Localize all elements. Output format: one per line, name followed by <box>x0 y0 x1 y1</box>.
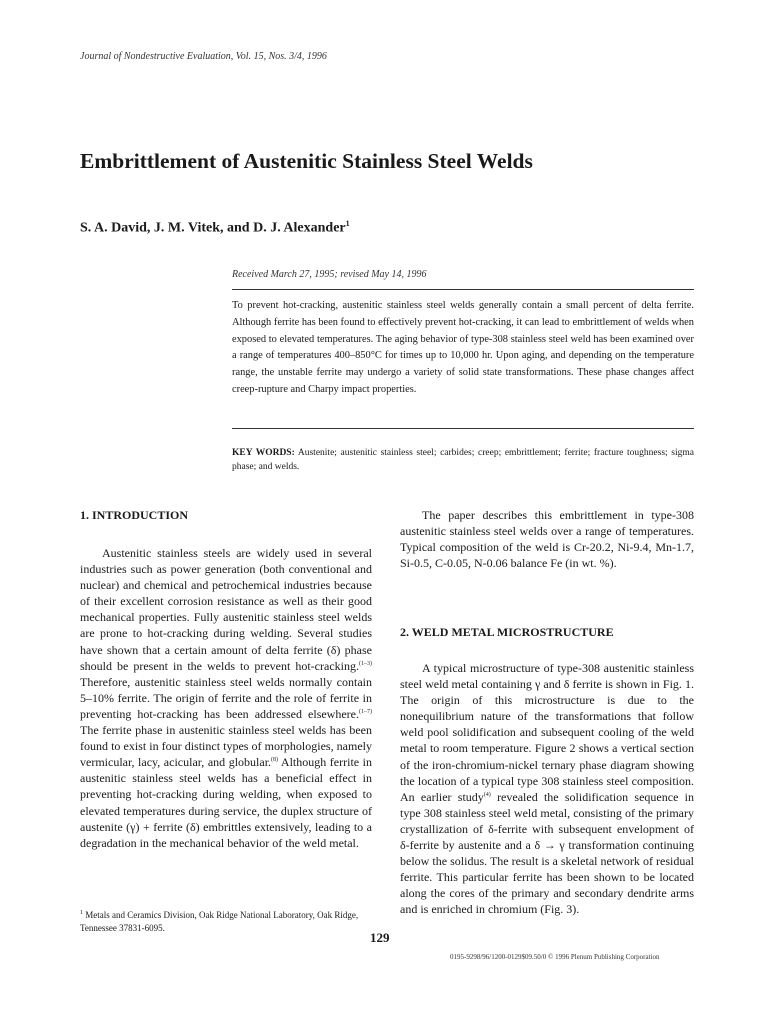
abstract: To prevent hot-cracking, austenitic stainless steel welds generally contain a small percent of delta ferrite. Although ferrite has been found to effectively prevent hot-cracking, it can lead to embrittlement of welds when exposed to elevated temperatures. The aging behavior of type-308 stainless steel weld has been examined over a range of temperatures 400–850°C for times up to 10,000 hr. Upon aging, and depending on the temperature range, the unstable ferrite may undergo a variety of solid state transformations. These phase changes affect creep-rupture and Charpy impact properties. <box>232 300 694 395</box>
introduction-paragraph <box>80 545 372 851</box>
key-words <box>232 446 694 474</box>
abstract-bottom-rule <box>232 428 694 429</box>
section-heading-weld-metal: 2. WELD METAL MICROSTRUCTURE <box>400 625 614 639</box>
weld-metal-body <box>400 660 694 918</box>
author-line <box>80 219 350 237</box>
right-column-intro <box>400 507 694 571</box>
weld-metal-paragraph <box>400 660 694 918</box>
key-words-label: KEY WORDS: <box>232 448 295 458</box>
introduction-body <box>80 545 372 851</box>
text-run: A typical microstructure of type-308 austenitic stainless steel weld metal containing γ and δ ferrite is shown in Fig. 1. The origin of this microstructure is due to the nonequilibrium nature of the transformations that follow weld pool solidification and subsequent cooling of the weld metal to room temperature. Figure 2 shows a vertical section of the iron-chromium-nickel ternary phase diagram showing the location of a typical type 308 stainless steel composition. An earlier study <box>400 661 694 804</box>
text-run: revealed the solidification sequence in type 308 stainless steel weld metal, consisting of the primary crystallization of δ-ferrite with subsequent envelopment of δ-ferrite by austenite and a δ → γ transformation continuing below the solidus. The result is a skeletal network of residual ferrite. This particular ferrite has been shown to be located along the cores of the primary and secondary dendrite arms and is enriched in chromium (Fig. 3). <box>400 789 694 917</box>
text-run: Therefore, austenitic stainless steel welds normally contain 5–10% ferrite. The origin of ferrite and the role of ferrite in preventing hot-cracking has been addressed elsewhere. <box>80 674 372 721</box>
page-number: 129 <box>370 930 390 945</box>
author-footnote-mark: 1 <box>345 219 350 228</box>
citation-ref: (1–3) <box>359 660 372 667</box>
text-run: The ferrite phase in austenitic stainless steel welds has been found to exist in four distinct types of morphologies, namely vermicular, lacy, acicular, and globular. <box>80 723 372 770</box>
footnote-mark: 1 <box>80 910 83 916</box>
text-run: Although ferrite in austenitic stainless steel welds has a beneficial effect in preventing hot-cracking during welding, when exposed to elevated temperatures during service, the duplex structure of austenite (γ) + ferrite (δ) embrittles extensively, leading to a degradation in the mechanical behavior of the weld metal. <box>80 755 372 850</box>
section-heading-introduction: 1. INTRODUCTION <box>80 508 189 522</box>
affiliation-footnote <box>80 907 380 935</box>
composition-paragraph: The paper describes this embrittlement in type-308 austenitic stainless steel welds over a range of temperatures. Typical composition of the weld is Cr-20.2, Ni-9.4, Mn-1.7, Si-0.5, C-0.05, N-0.06 balance Fe (in wt. %). <box>400 508 694 571</box>
abstract-top-rule <box>232 289 694 290</box>
citation-ref: (1–7) <box>359 708 372 715</box>
paper-title: Embrittlement of Austenitic Stainless Steel Welds <box>80 149 533 173</box>
key-words-text: Austenite; austenitic stainless steel; carbides; creep; embrittlement; ferrite; fracture toughness; sigma phase; and welds. <box>232 448 694 472</box>
citation-ref: (8) <box>271 757 279 764</box>
received-date: Received March 27, 1995; revised May 14, 1996 <box>232 269 427 280</box>
text-run: Austenitic stainless steels are widely used in several industries such as power generation (both conventional and nuclear) and chemical and petrochemical industries because of their excellent corrosion resistance as well as their good mechanical properties. Fully austenitic stainless steel welds are prone to hot-cracking during welding. Several studies have shown that a certain amount of delta ferrite (δ) phase should be present in the welds to prevent hot-cracking. <box>80 546 372 673</box>
author-names: S. A. David, J. M. Vitek, and D. J. Alexander <box>80 220 346 236</box>
footnote-text: Metals and Ceramics Division, Oak Ridge National Laboratory, Oak Ridge, Tennessee 37831-6095. <box>80 910 359 933</box>
citation-ref: (4) <box>483 791 491 798</box>
copyright-line: 0195-9298/96/1200-0129$09.50/0 © 1996 Plenum Publishing Corporation <box>450 953 660 961</box>
journal-citation: Journal of Nondestructive Evaluation, Vol. 15, Nos. 3/4, 1996 <box>80 51 327 62</box>
